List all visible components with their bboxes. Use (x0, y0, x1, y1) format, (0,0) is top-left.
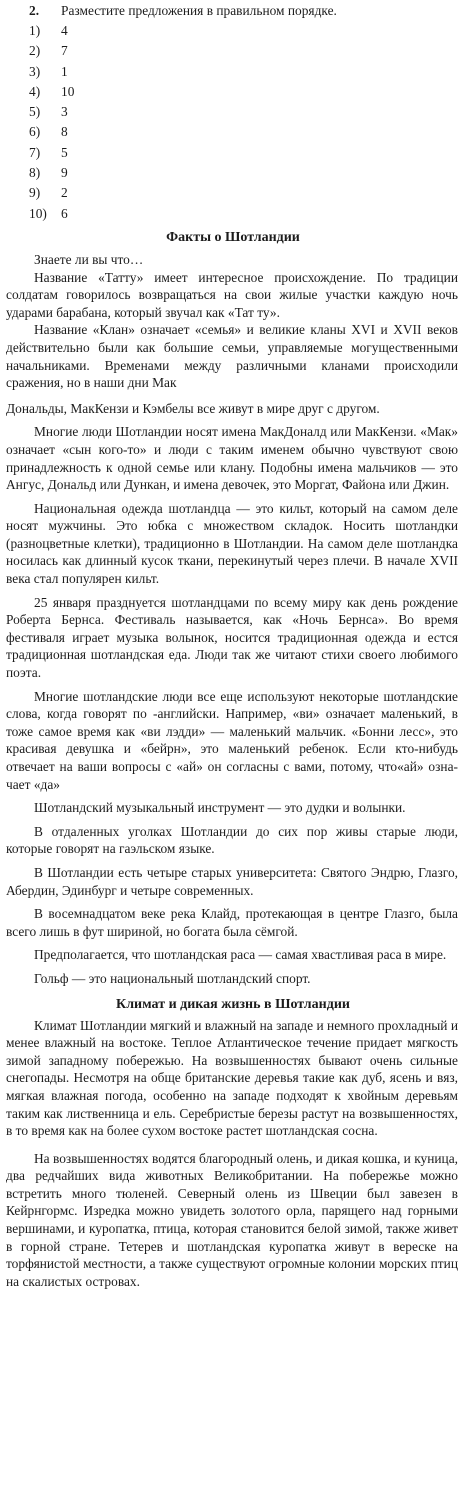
answer-item-number: 6) (29, 124, 41, 140)
answer-item-value: 3 (61, 104, 68, 120)
answer-item-value: 9 (61, 165, 68, 181)
answer-item (4, 143, 462, 163)
answer-item (4, 204, 462, 224)
facts-paragraph: Название «Татту» имеет интересное происхождение. По традиции солдатам говорилось возвращаться на свои жилые участки каждую ночь ударами барабана, который звучал как «Тат ту». (6, 269, 458, 320)
facts-paragraph: Дональды, МакКензи и Кэмбелы все живут в мире друг с другом. (6, 400, 380, 416)
facts-paragraph: Предполагается, что шотландская раса — самая хвастливая раса в мире. (34, 947, 447, 963)
answer-item (4, 82, 462, 102)
answer-item-number: 3) (29, 63, 41, 79)
answer-item-number: 8) (29, 165, 41, 181)
answer-item-number: 5) (29, 104, 41, 120)
page-gap (6, 392, 458, 400)
answer-item-value: 7 (61, 43, 68, 59)
facts-title: Факты о Шотландии (166, 229, 300, 245)
facts-paragraph: Многие люди Шотландии носят имена МакДоналд или МакКензи. «Мак» означает «сын кого-то» и люди с таким именем обычно чувствуют свою принадлежность к одной семье или клану. Подобны имена мальчиков — это Ангус, Дональд или Дункан, и имена девочек, это Моргат, Файона или Джин. (6, 424, 458, 493)
climate-text (4, 1017, 462, 1291)
facts-paragraph: Национальная одежда шотландца — это кильт, который на самом деле носят мужчины. Это юбка с множеством складок. Носить шотландки (разноцветные клетки), традиционно в Шотландии. На самом деле шотландка носилась как длинный кусок ткани, перекинутый через плечи. В начале XVII века стал популярен кильт. (6, 500, 458, 587)
answer-item-number: 1) (29, 23, 41, 38)
task-number: 2. (29, 3, 40, 18)
facts-paragraph: 25 января празднуется шотландцами по всему миру как день рождение Роберта Бернса. Фестиваль называется, как «Ночь Бернса». Во время фестиваля играет музыка волынок, носится традиционная одежда и естся традиционная шотландская еда. Люди так же читают стихи своего любимого поэта. (6, 594, 458, 681)
answer-item (4, 102, 462, 122)
climate-title: Климат и дикая жизнь в Шотландии (116, 996, 350, 1012)
facts-paragraph: Знаете ли вы что… (34, 251, 144, 267)
task-section (4, 0, 462, 224)
answer-item-value: 5 (61, 144, 68, 160)
answer-item-value: 8 (61, 124, 68, 140)
answer-item-number: 10) (29, 205, 47, 221)
facts-paragraph: Название «Клан» означает «семья» и великие кланы XVI и XVII веков действительно были как большие семьи, управляемые могущественными начальниками. Временами между различными кланами происходили сражения, но в наши дни Мак (6, 322, 458, 391)
task-instruction: Разместите предложения в правильном порядке. (61, 3, 337, 18)
facts-paragraph: В Шотландии есть четыре старых университета: Святого Эндрю, Глазго, Абердин, Эдинбург и четыре современных. (6, 864, 458, 898)
answer-item-value: 4 (61, 23, 68, 38)
answer-item-value: 1 (61, 63, 68, 79)
answer-list (4, 21, 462, 224)
facts-paragraph: Многие шотландские люди все еще используют некоторые шотландские слова, когда говорят по -английски. Например, «ви» означает маленький, в тоже самое время как «ви лэдди» — маленький мальчик. «Бонни лесс», это красивая девушка и «бейрн», это маленький ребенок. Если кто-нибудь отвечает на ваши вопросы с «ай» он согласны с вами, потому, что«ай» означает «да» (6, 688, 458, 792)
facts-paragraph: Гольф — это национальный шотландский спорт. (34, 970, 311, 986)
answer-item (4, 163, 462, 183)
task-header (4, 0, 462, 21)
facts-paragraph: В отдаленных уголках Шотландии до сих пор живы старые люди, которые говорят на гаэльском языке. (6, 823, 458, 857)
answer-item-number: 9) (29, 185, 41, 201)
answer-item (4, 62, 462, 82)
answer-item (4, 21, 462, 41)
answer-item (4, 122, 462, 142)
answer-item (4, 41, 462, 61)
answer-item-number: 7) (29, 144, 41, 160)
answer-item-number: 4) (29, 83, 41, 99)
answer-item-value: 2 (61, 185, 68, 201)
facts-text (4, 251, 462, 988)
facts-paragraph: Шотландский музыкальный инструмент — это дудки и волынки. (34, 800, 406, 816)
answer-item-number: 2) (29, 43, 41, 59)
answer-item-value: 6 (61, 205, 68, 221)
answer-item-value: 10 (61, 83, 75, 99)
facts-paragraph: В восемнадцатом веке река Клайд, протекающая в центре Глазго, была всего лишь в фут шириной, но богата была сёмгой. (6, 906, 458, 939)
climate-paragraph: На возвышенностях водятся благородный олень, и дикая кошка, и куница, два редчайших вида животных Великобритании. На побережье можно встретить много тюленей. Северный олень из Швеции был завезен в Кейрнгормс. Изредка можно увидеть золотого орла, парящего над горными вершинами, и куропатка, птица, которая становится белой зимой, также живет в горной стране. Тетерев и шотландская куропатка живут в вереске на торфянистой местности, а также существуют огромные колонии морских птиц на скалистых островах. (6, 1150, 458, 1289)
answer-item (4, 183, 462, 203)
climate-paragraph: Климат Шотландии мягкий и влажный на западе и немного прохладный и менее влажный на востоке. Теплое Атлантическое течение придает мягкость зимой западному побережью. На возвышенностях бывают очень сильные снегопады. Несмотря на обще британские деревья такие как дуб, ясень и вяз, мягкая влажная погода, особенно на западе подходят к хвойным деревьям таким как лиственница и ель. Серебристые березы растут на возвышенностях, в то время как на более сухом востоке растет шотландская сосна. (6, 1017, 458, 1139)
